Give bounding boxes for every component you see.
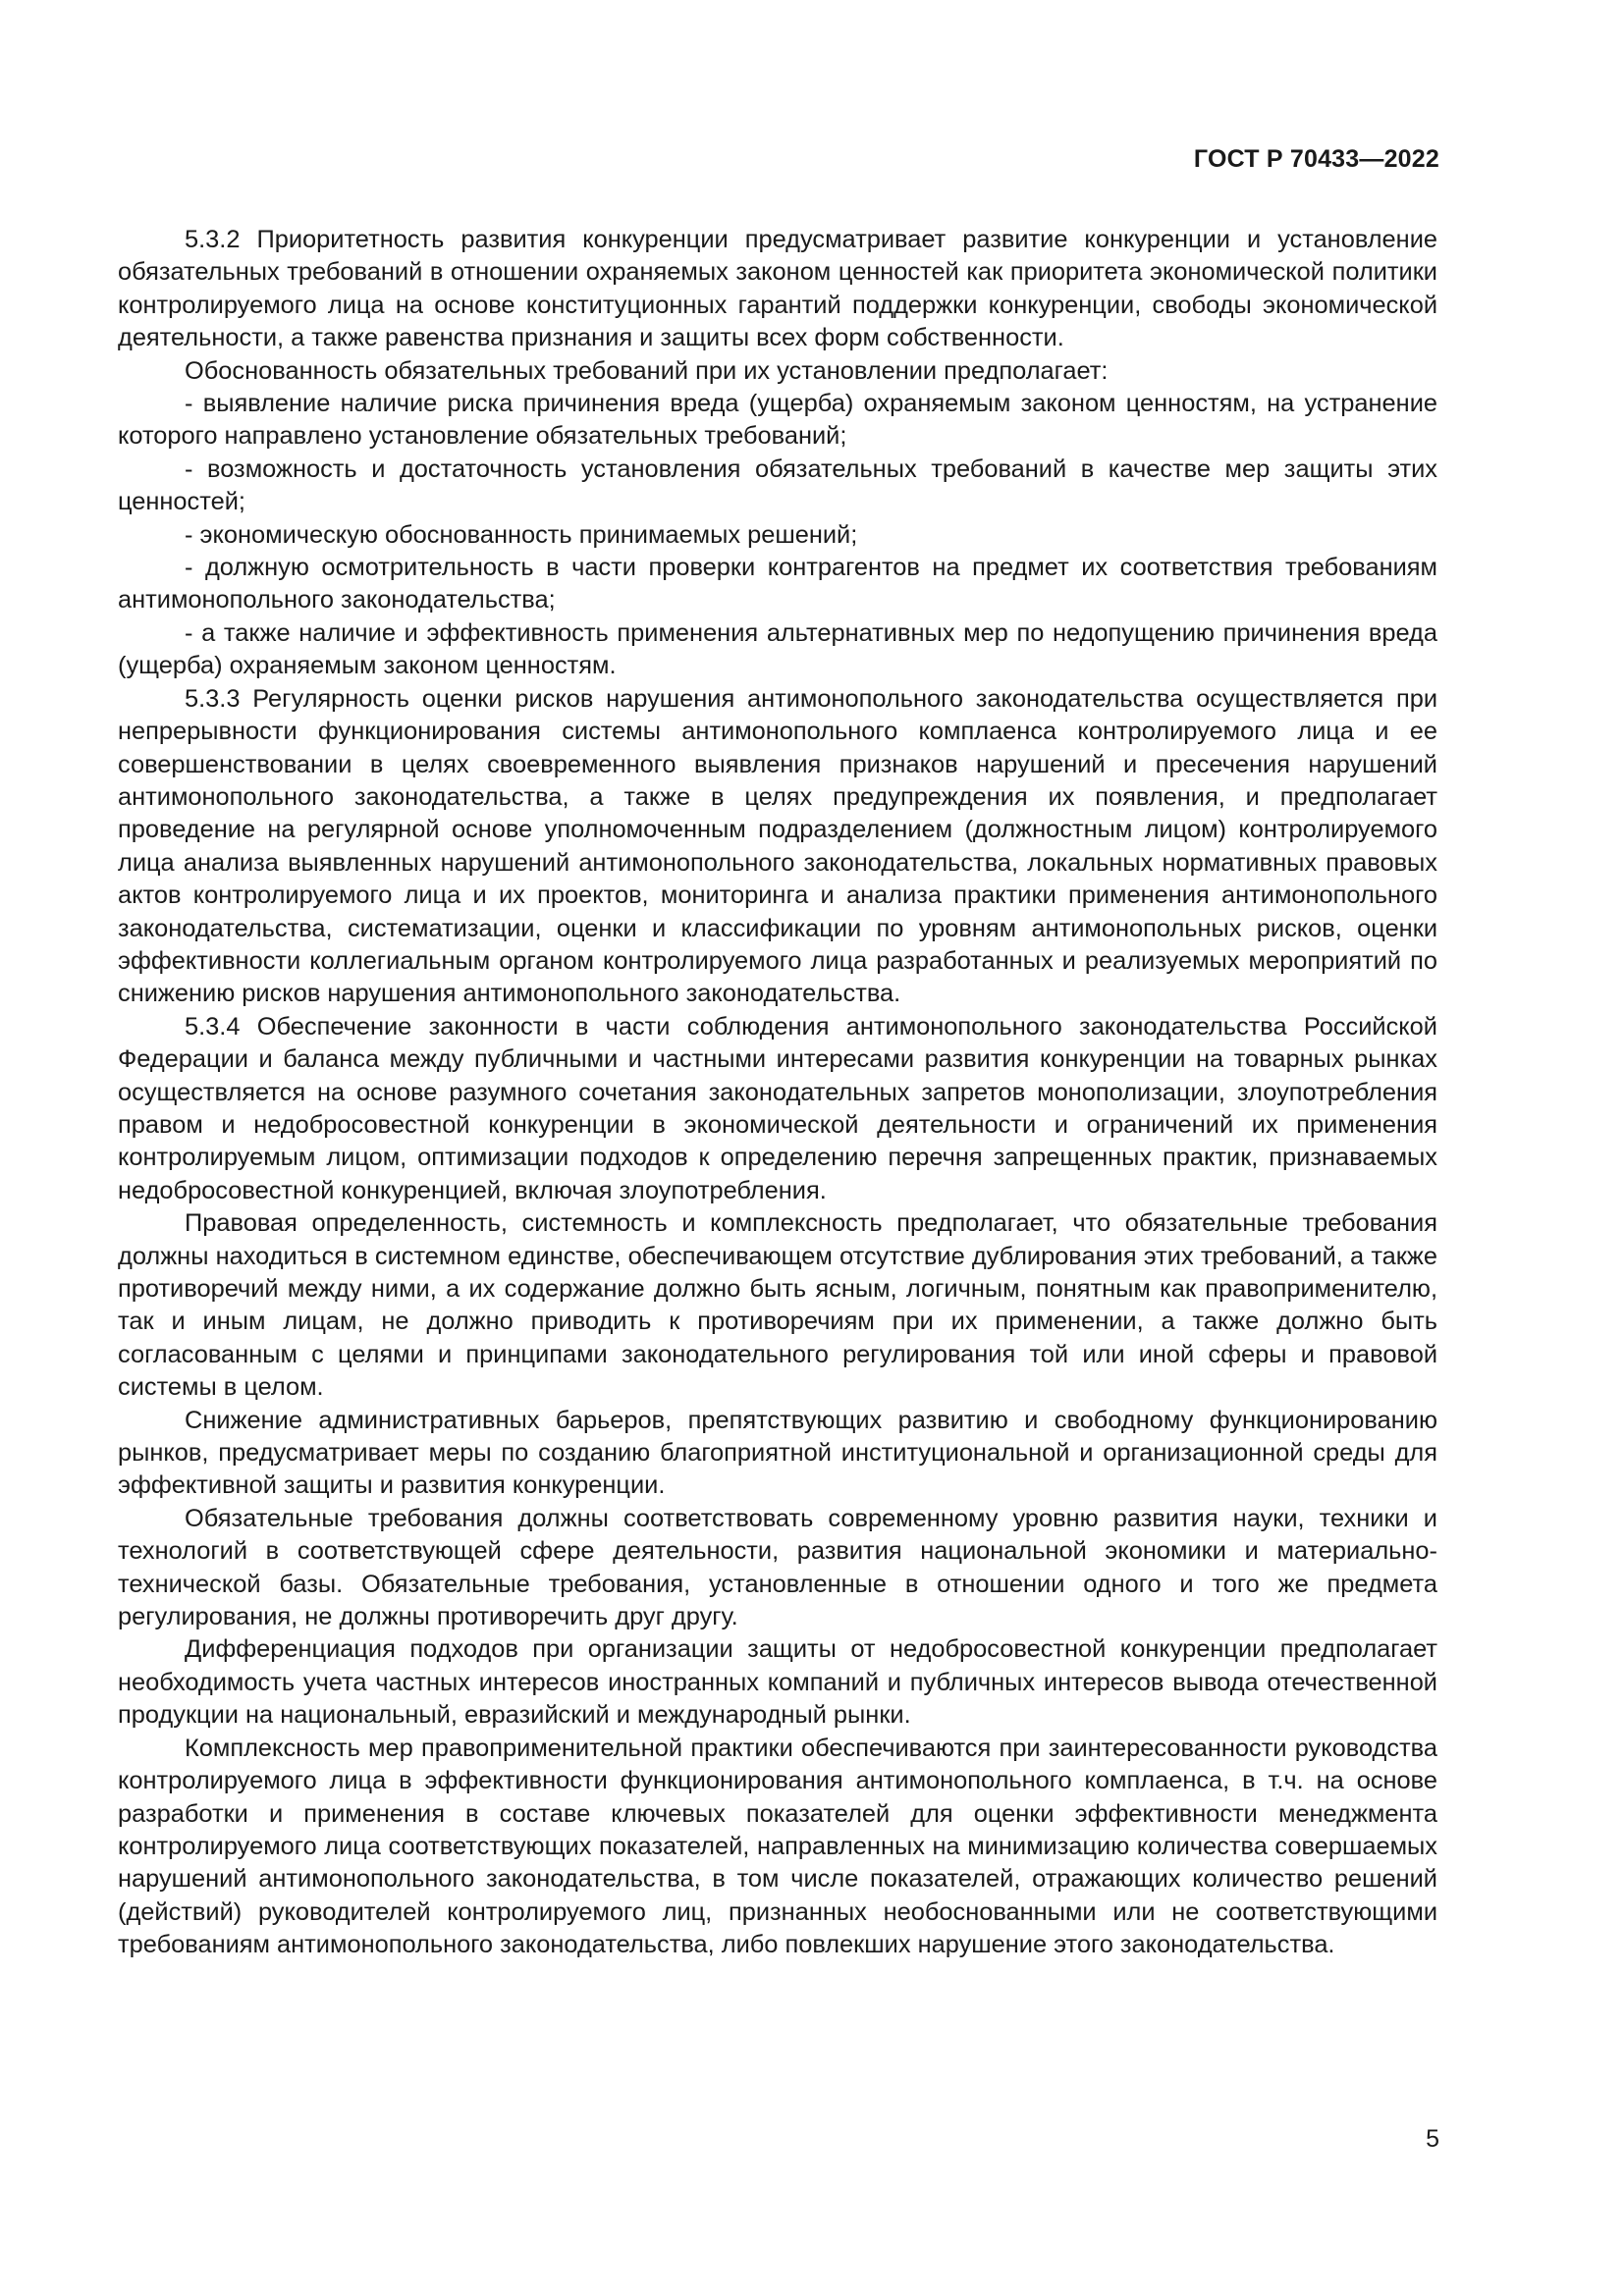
list-item-risk: - выявление наличие риска причинения вреда (ущерба) охраняемым законом ценностям, на устранение которого направлено установление обязательных требований; (118, 390, 1437, 451)
paragraph-legal-certainty: Правовая определенность, системность и комплексность предполагает, что обязательные требования должны находиться в системном единстве, обеспечивающем отсутствие дублирования этих требований, а также противоречий между ними, а их содержание должно быть ясным, логичным, понятным как правоприменителю, так и иным лицам, не должно приводить к противоречиям при их применении, а также должно быть согласованным с целями и принципами законодательного регулирования той или иной сферы и правовой системы в целом. (118, 1209, 1437, 1402)
list-item-alternatives: - а также наличие и эффективность применения альтернативных мер по недопущению причинения вреда (ущерба) охраняемым законом ценностям. (118, 618, 1437, 680)
paragraph-justification-intro: Обоснованность обязательных требований при их установлении предполагает: (185, 356, 1109, 385)
page-number: 5 (1426, 2125, 1439, 2153)
paragraph-complexity: Комплексность мер правоприменительной практики обеспечиваются при заинтересованности руководства контролируемого лица в эффективности функционирования антимонопольного комплаенса, в т.ч. на основе разработки и применения в составе ключевых показателей для оценки эффективности менеджмента контролируемого лица соответствующих показателей, направленных на минимизацию количества совершаемых нарушений антимонопольного законодательства, в том числе показателей, отражающих количество решений (действий) руководителей контролируемого лиц, признанных необоснованными или не соответствующими требованиям антимонопольного законодательства, либо повлекших нарушение этого законодательства. (118, 1734, 1437, 1959)
document-code-header: ГОСТ Р 70433—2022 (1193, 145, 1439, 173)
document-body (118, 224, 1437, 1962)
list-item-diligence: - должную осмотрительность в части проверки контрагентов на предмет их соответствия требованиям антимонопольного законодательства; (118, 554, 1437, 614)
list-item-economic: - экономическую обоснованность принимаемых решений; (185, 520, 858, 549)
list-item-sufficiency: - возможность и достаточность установления обязательных требований в качестве мер защиты этих ценностей; (118, 454, 1437, 516)
paragraph-5-3-4: 5.3.4 Обеспечение законности в части соблюдения антимонопольного законодательства Российской Федерации и баланса между публичными и частными интересами развития конкуренции на товарных рынках осуществляется на основе разумного сочетания законодательных запретов монополизации, злоупотребления правом и недобросовестной конкуренции в экономической деятельности и ограничений их применения контролируемым лицом, оптимизации подходов к определению перечня запрещенных практик, признаваемых недобросовестной конкуренцией, включая злоупотребления. (118, 1012, 1437, 1204)
paragraph-differentiation: Дифференциация подходов при организации защиты от недобросовестной конкуренции предполагает необходимость учета частных интересов иностранных компаний и публичных интересов вывода отечественной продукции на национальный, евразийский и международный рынки. (118, 1635, 1437, 1730)
paragraph-5-3-2: 5.3.2 Приоритетность развития конкуренции предусматривает развитие конкуренции и установление обязательных требований в отношении охраняемых законом ценностей как приоритета экономической политики контролируемого лица на основе конституционных гарантий поддержки конкуренции, свободы экономической деятельности, а также равенства признания и защиты всех форм собственности. (118, 226, 1437, 352)
paragraph-barriers: Снижение административных барьеров, препятствующих развитию и свободному функционированию рынков, предусматривает меры по созданию благоприятной институциональной и организационной среды для эффективной защиты и развития конкуренции. (118, 1406, 1437, 1500)
paragraph-5-3-3: 5.3.3 Регулярность оценки рисков нарушения антимонопольного законодательства осуществляется при непрерывности функционирования системы антимонопольного комплаенса контролируемого лица и ее совершенствовании в целях своевременного выявления признаков нарушений и пресечения нарушений антимонопольного законодательства, а также в целях предупреждения их появления, и предполагает проведение на регулярной основе уполномоченным подразделением (должностным лицом) контролируемого лица анализа выявленных нарушений антимонопольного законодательства, локальных нормативных правовых актов контролируемого лица и их проектов, мониторинга и анализа практики применения антимонопольного законодательства, систематизации, оценки и классификации по уровням антимонопольных рисков, оценки эффективности коллегиальным органом контролируемого лица разработанных и реализуемых мероприятий по снижению рисков нарушения антимонопольного законодательства. (118, 684, 1437, 1008)
paragraph-requirements: Обязательные требования должны соответствовать современному уровню развития науки, техники и технологий в соответствующей сфере деятельности, развития национальной экономики и материально-технической базы. Обязательные требования, установленные в отношении одного и того же предмета регулирования, не должны противоречить друг другу. (118, 1504, 1437, 1631)
